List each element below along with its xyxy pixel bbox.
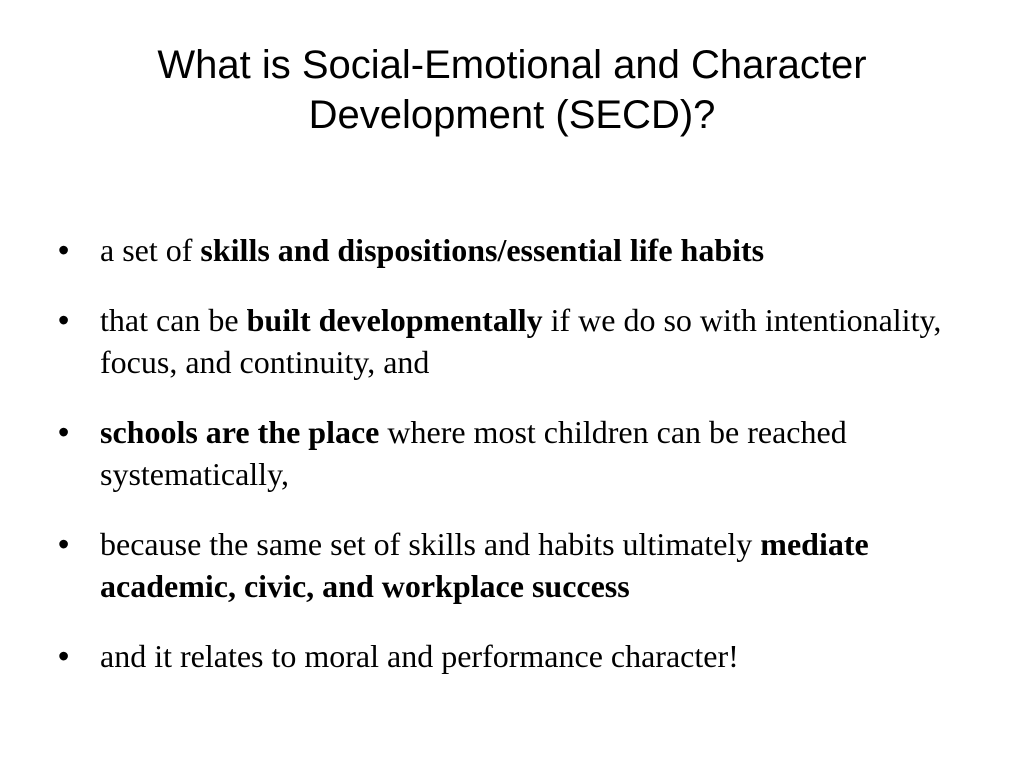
bullet-text-post: if we do so with intentionality, focus, and continuity, and xyxy=(100,302,942,380)
bullet-text-pre: a set of xyxy=(100,232,201,268)
bullet-list xyxy=(58,229,958,705)
bullet-icon: • xyxy=(58,414,70,450)
bullet-item-skills xyxy=(58,229,958,271)
bullet-text-bold: schools are the place xyxy=(100,414,380,450)
bullet-icon: • xyxy=(58,232,70,268)
slide-title xyxy=(60,40,964,140)
bullet-icon: • xyxy=(58,526,70,562)
bullet-item-mediate-success xyxy=(58,523,958,607)
bullet-text-pre: and it relates to moral and performance character! xyxy=(100,638,739,674)
bullet-text-post: where most children can be reached systematically, xyxy=(100,414,847,492)
bullet-icon: • xyxy=(58,302,70,338)
slide-title-line-2: Development (SECD)? xyxy=(308,93,716,137)
bullet-item-schools xyxy=(58,411,958,495)
bullet-text-pre: that can be xyxy=(100,302,247,338)
slide-title-line-1: What is Social-Emotional and Character xyxy=(157,43,867,87)
bullet-text-bold: built developmentally xyxy=(246,302,543,338)
bullet-text-bold: skills and dispositions/essential life habits xyxy=(200,232,765,268)
bullet-item-character xyxy=(58,635,958,677)
bullet-text-pre: because the same set of skills and habits ultimately xyxy=(100,526,761,562)
bullet-text-bold: mediate academic, civic, and workplace success xyxy=(100,526,869,604)
bullet-icon: • xyxy=(58,638,70,674)
bullet-item-built-developmentally xyxy=(58,299,958,383)
